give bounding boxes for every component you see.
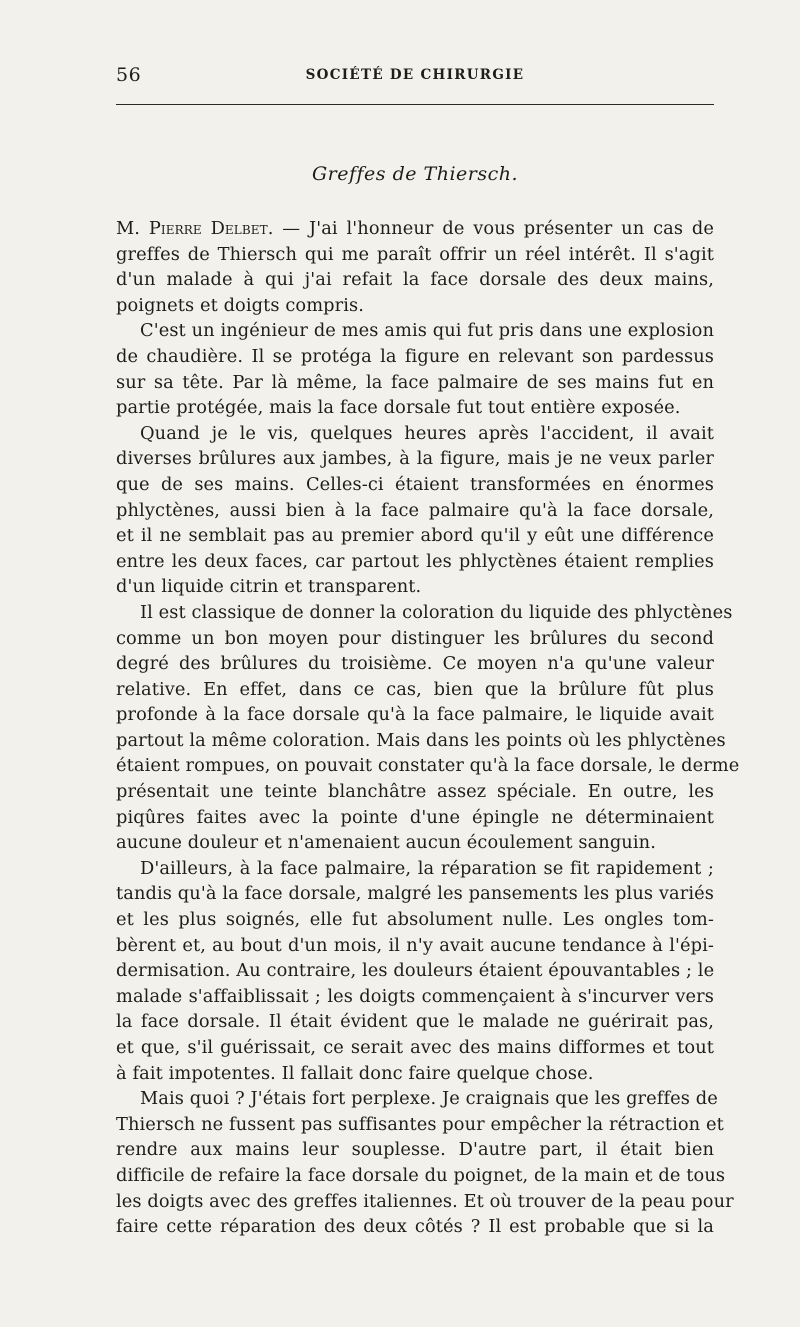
text-line: les doigts avec des greffes italiennes. Et où trouver de la peau pour [116, 1190, 734, 1212]
text-line: Mais quoi ? J'étais fort perplexe. Je craignais que les greffes de [140, 1088, 718, 1110]
text-line: sur sa tête. Par là même, la face palmaire de ses mains fut en [116, 371, 714, 393]
text-line: Quand je le vis, quelques heures après l'accident, il avait [140, 422, 714, 444]
text-line: et que, s'il guérissait, ce serait avec des mains difformes et tout [116, 1037, 714, 1058]
text-line: D'ailleurs, à la face palmaire, la réparation se fit rapidement ; [140, 857, 714, 879]
section-title: Greffes de Thiersch. [311, 163, 519, 185]
text-line: Il est classique de donner la coloration du liquide des phlyctènes [140, 601, 733, 623]
text-line: que de ses mains. Celles-ci étaient transformées en énormes [116, 473, 714, 495]
text-line: degré des brûlures du troisième. Ce moyen n'a qu'une valeur [116, 653, 714, 675]
text-line: bèrent et, au bout d'un mois, il n'y avait aucune tendance à l'épi- [116, 934, 714, 956]
text-line: diverses brûlures aux jambes, à la figure, mais je ne veux parler [116, 448, 714, 470]
body-text [116, 216, 740, 1240]
text-line: rendre aux mains leur souplesse. D'autre part, il était bien [116, 1139, 714, 1161]
text-line: comme un bon moyen pour distinguer les brûlures du second [116, 627, 714, 649]
text-line: Thiersch ne fussent pas suffisantes pour empêcher la rétraction et [116, 1113, 724, 1135]
text-line: greffes de Thiersch qui me paraît offrir un réel intérêt. Il s'agit [116, 243, 714, 265]
text-line: étaient rompues, on pouvait constater qu'à la face dorsale, le derme [116, 755, 740, 777]
text-line: difficile de refaire la face dorsale du poignet, de la main et de tous [116, 1164, 726, 1186]
text-line: tandis qu'à la face dorsale, malgré les pansements les plus variés [116, 883, 714, 905]
header-rule [116, 104, 714, 105]
text-line: C'est un ingénieur de mes amis qui fut pris dans une explosion [140, 320, 714, 342]
text-line: partie protégée, mais la face dorsale fut tout entière exposée. [116, 397, 681, 419]
text-line: profonde à la face dorsale qu'à la face palmaire, le liquide avait [116, 704, 714, 726]
text-line: dermisation. Au contraire, les douleurs étaient épouvantables ; le [116, 960, 715, 982]
text-line: à fait impotentes. Il fallait donc faire quelque chose. [116, 1062, 594, 1084]
text-line: M. Pierre Delbet. — J'ai l'honneur de vous présenter un cas de [116, 218, 714, 239]
text-line: malade s'affaiblissait ; les doigts commençaient à s'incurver vers [116, 985, 714, 1007]
text-line: et il ne semblait pas au premier abord qu'il y eût une différence [116, 525, 714, 547]
text-line: phlyctènes, aussi bien à la face palmaire qu'à la face dorsale, [116, 499, 714, 521]
text-line: d'un malade à qui j'ai refait la face dorsale des deux mains, [116, 269, 714, 291]
page-header [116, 64, 714, 90]
text-line: relative. En effet, dans ce cas, bien que la brûlure fût plus [116, 678, 714, 700]
running-head: SOCIÉTÉ DE CHIRURGIE [305, 67, 525, 83]
text-line: d'un liquide citrin et transparent. [116, 576, 422, 598]
text-line: partout la même coloration. Mais dans les points où les phlyctènes [116, 729, 726, 751]
text-line: faire cette réparation des deux côtés ? Il est probable que si la [116, 1216, 714, 1238]
text-line: piqûres faites avec la pointe d'une épingle ne déterminaient [116, 806, 714, 828]
text-line: aucune douleur et n'amenaient aucun écoulement sanguin. [116, 832, 656, 854]
text-line: poignets et doigts compris. [116, 294, 365, 316]
text-line: présentait une teinte blanchâtre assez spéciale. En outre, les [116, 781, 714, 803]
speaker-name: M. Pierre Delbet. [116, 218, 274, 239]
text-line: de chaudière. Il se protéga la figure en relevant son pardessus [116, 345, 714, 367]
text-line: la face dorsale. Il était évident que le malade ne guérirait pas, [116, 1011, 714, 1033]
page-number: 56 [116, 64, 142, 86]
text-line: et les plus soignés, elle fut absolument nulle. Les ongles tom- [116, 909, 714, 931]
text-line: entre les deux faces, car partout les phlyctènes étaient remplies [116, 550, 714, 572]
